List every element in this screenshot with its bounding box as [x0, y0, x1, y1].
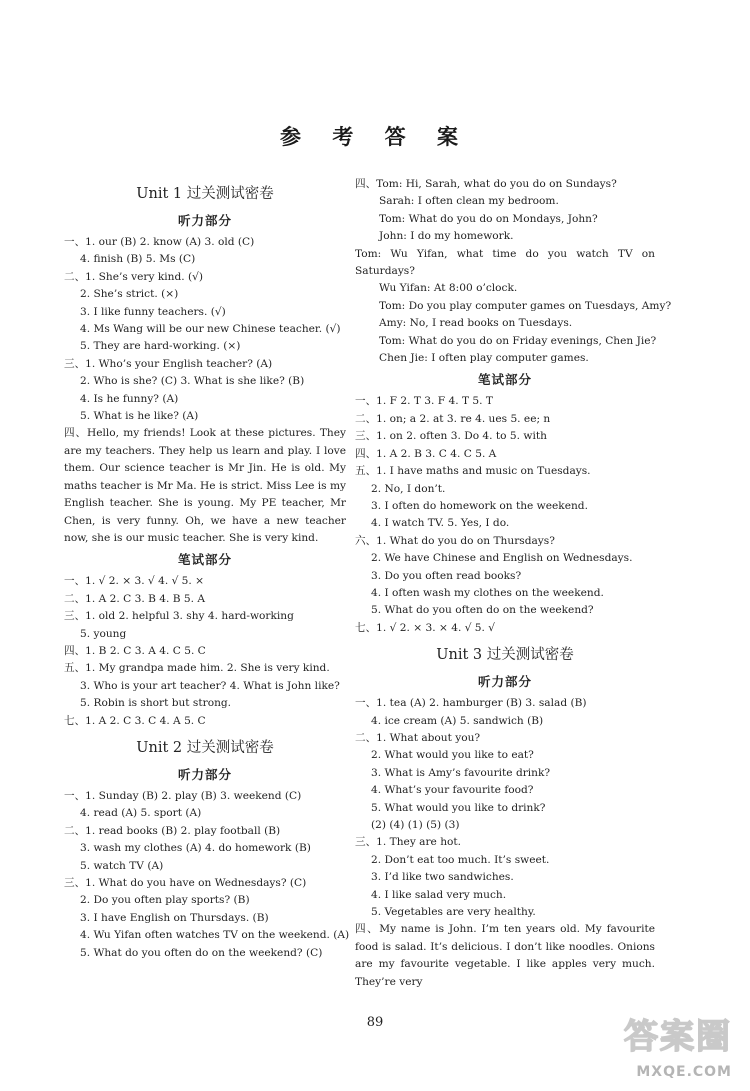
answer-line: (2) (4) (1) (5) (3) — [371, 819, 460, 831]
answer-line: 5. What is he like? (A) — [80, 410, 199, 423]
unit-heading: Unit 2 过关测试密卷 — [136, 739, 274, 756]
section-heading: 听力部分 — [177, 213, 232, 228]
answer-line: 五、1. I have maths and music on Tuesdays. — [355, 465, 591, 478]
answer-line: Amy: No, I read books on Tuesdays. — [379, 317, 573, 330]
answer-line: 四、1. A 2. B 3. C 4. C 5. A — [355, 447, 497, 460]
unit-heading: Unit 1 过关测试密卷 — [136, 186, 274, 202]
answer-line: 4. Is he funny? (A) — [80, 392, 179, 405]
answer-line: 3. I often do homework on the weekend. — [371, 499, 588, 512]
answer-line: 3. wash my clothes (A) 4. do homework (B) — [80, 842, 311, 855]
answer-line: Wu Yifan: At 8:00 o’clock. — [379, 282, 518, 295]
answer-line: 3. I like funny teachers. (√) — [80, 305, 226, 318]
answer-line: 4. Ms Wang will be our new Chinese teacher. (√) — [80, 323, 341, 336]
answer-line: 5. What would you like to drink? — [371, 801, 546, 814]
answer-line: 一、1. Sunday (B) 2. play (B) 3. weekend (C) — [64, 789, 302, 802]
answer-line: 一、1. √ 2. × 3. √ 4. √ 5. × — [64, 575, 205, 588]
answer-line: Tom: What do you do on Mondays, John? — [379, 212, 598, 225]
answer-line: 4. I like salad very much. — [371, 888, 507, 901]
answer-line: Chen Jie: I often play computer games. — [379, 352, 589, 365]
answer-line: Tom: Do you play computer games on Tuesdays, Amy? — [379, 299, 672, 312]
page-number: 89 — [366, 1015, 384, 1030]
answer-line: 三、1. What do you have on Wednesdays? (C) — [64, 877, 307, 889]
unit-heading: Unit 3 过关测试密卷 — [436, 647, 574, 664]
answer-line: 五、1. My grandpa made him. 2. She is very kind. — [64, 662, 330, 675]
answer-line: 4. I often wash my clothes on the weekend. — [371, 586, 604, 599]
answer-line: 四、1. B 2. C 3. A 4. C 5. C — [64, 644, 206, 657]
answer-line: 三、1. Who’s your English teacher? (A) — [64, 357, 273, 370]
answer-line: 二、1. read books (B) 2. play football (B) — [64, 824, 281, 837]
answer-line: 4. finish (B) 5. Ms (C) — [80, 253, 196, 266]
answer-line: 七、1. √ 2. × 3. × 4. √ 5. √ — [355, 621, 496, 634]
answer-line: 3. I’d like two sandwiches. — [371, 871, 514, 884]
answer-line: 2. What would you like to eat? — [371, 749, 534, 762]
answer-line: 5. What do you often do on the weekend? — [371, 604, 594, 617]
answer-line: 2. Who is she? (C) 3. What is she like? (B) — [80, 375, 305, 388]
answer-paragraph: 四、Hello, my friends! Look at these pictures. They are my teachers. They help us learn and play. I love them. Our science teacher is Mr Jin. He is old. My maths teacher is Mr Ma. He is strict. Miss Lee is my English teacher. She is young. My PE teacher, Mr Chen, is very funny. Oh, we have a new teacher now, she is our music teacher. She is very kind. — [64, 427, 346, 544]
answer-line: 5. What do you often do on the weekend? (C) — [80, 946, 323, 959]
answer-line: 二、1. What about you? — [355, 731, 481, 744]
answer-line: 2. She’s strict. (×) — [80, 288, 179, 301]
watermark-text: 答案圈 — [624, 1017, 732, 1057]
answer-line: 4. I watch TV. 5. Yes, I do. — [371, 517, 510, 530]
section-heading: 笔试部分 — [477, 372, 532, 388]
answer-line: 4. read (A) 5. sport (A) — [80, 807, 202, 820]
answer-line: 4. Wu Yifan often watches TV on the weekend. (A) — [80, 929, 350, 942]
answer-line: 二、1. on; a 2. at 3. re 4. ues 5. ee; n — [355, 412, 551, 425]
answer-line: 六、1. What do you do on Thursdays? — [355, 534, 555, 547]
answer-line: 3. Who is your art teacher? 4. What is John like? — [80, 679, 340, 692]
answer-line: 2. We have Chinese and English on Wednesdays. — [371, 552, 633, 565]
watermark-url: MXQE.COM — [636, 1063, 732, 1080]
answer-line: 4. ice cream (A) 5. sandwich (B) — [371, 714, 544, 727]
answer-line: 5. watch TV (A) — [80, 859, 164, 872]
answer-line: 3. Do you often read books? — [371, 569, 522, 582]
watermark-logo — [590, 1013, 736, 1083]
answer-line: 5. Vegetables are very healthy. — [371, 906, 536, 919]
section-heading: 听力部分 — [477, 674, 532, 690]
answer-line: 一、1. our (B) 2. know (A) 3. old (C) — [64, 236, 255, 248]
answer-line: 四、Tom: Hi, Sarah, what do you do on Sundays? — [355, 178, 617, 190]
answer-line: 2. Do you often play sports? (B) — [80, 894, 250, 907]
answer-line: John: I do my homework. — [379, 230, 514, 243]
answer-line: 二、1. She’s very kind. (√) — [64, 270, 204, 283]
answer-paragraph: Tom: Wu Yifan, what time do you watch TV on Saturdays? — [355, 247, 655, 278]
section-heading: 笔试部分 — [177, 552, 232, 568]
answer-line: 2. No, I don’t. — [371, 482, 446, 495]
answer-line: 三、1. old 2. helpful 3. shy 4. hard-working — [64, 610, 294, 623]
answer-line: 3. I have English on Thursdays. (B) — [80, 911, 269, 924]
answer-line: 5. young — [80, 627, 127, 640]
answer-line: Sarah: I often clean my bedroom. — [379, 195, 559, 208]
answer-line: 5. They are hard-working. (×) — [80, 340, 241, 353]
section-heading: 听力部分 — [177, 766, 232, 782]
answer-line: 5. Robin is short but strong. — [80, 697, 232, 710]
answer-line: 二、1. A 2. C 3. B 4. B 5. A — [64, 592, 206, 605]
page-title: 参 考 答 案 — [280, 124, 470, 149]
answer-line: 3. What is Amy’s favourite drink? — [371, 766, 551, 779]
answer-paragraph: 四、My name is John. I’m ten years old. My favourite food is salad. It’s delicious. I don’t like noodles. Onions are my favourite vegetable. I like apples very much. They’re very — [355, 923, 655, 988]
answer-line: 一、1. F 2. T 3. F 4. T 5. T — [355, 395, 493, 408]
answer-line: 2. Don’t eat too much. It’s sweet. — [371, 853, 550, 866]
answer-line: 三、1. on 2. often 3. Do 4. to 5. with — [355, 430, 547, 443]
answer-line: 4. What’s your favourite food? — [371, 784, 534, 797]
answer-line: 七、1. A 2. C 3. C 4. A 5. C — [64, 714, 206, 727]
answer-line: 三、1. They are hot. — [355, 836, 462, 849]
answer-line: Tom: What do you do on Friday evenings, Chen Jie? — [379, 334, 657, 347]
answer-line: 一、1. tea (A) 2. hamburger (B) 3. salad (B) — [355, 697, 587, 710]
left-column — [64, 176, 350, 962]
right-column — [355, 176, 672, 991]
